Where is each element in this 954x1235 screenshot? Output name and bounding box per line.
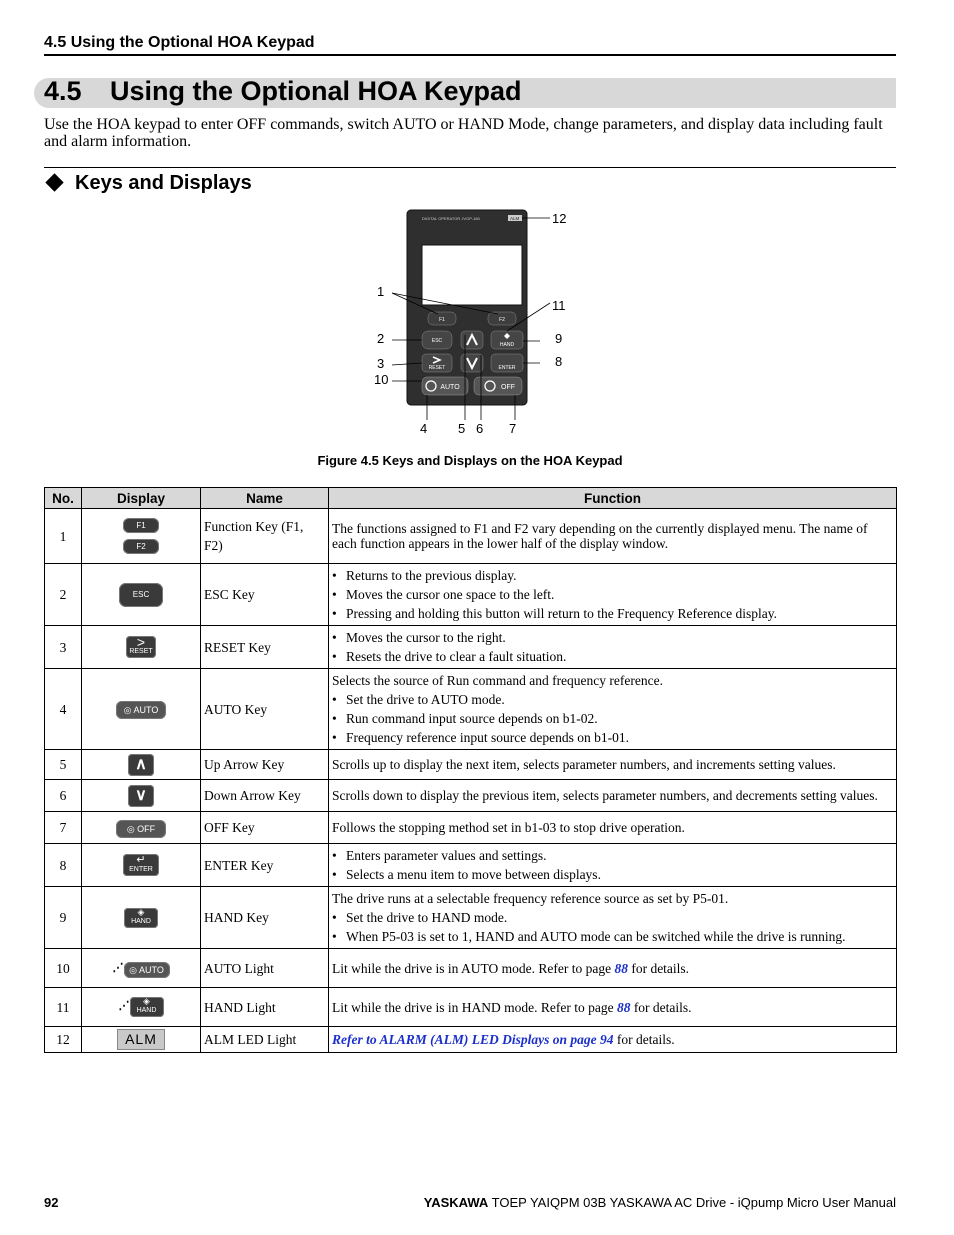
table-row	[45, 887, 897, 949]
hand-diamond-icon: ◈	[137, 906, 145, 917]
bullet: • Frequency reference input source depends on b1-01.	[332, 728, 893, 747]
bullet: • Run command input source depends on b1-02.	[332, 709, 893, 728]
row-function: Scrolls up to display the next item, selects parameter numbers, and increments setting values.	[329, 750, 897, 780]
alm-led-text: ALM	[510, 216, 520, 221]
row-function	[329, 887, 897, 949]
divider	[44, 167, 896, 168]
bullet: • When P5-03 is set to 1, HAND and AUTO mode can be switched while the drive is running.	[332, 927, 893, 946]
row-name: ESC Key	[201, 564, 329, 626]
row-name: OFF Key	[201, 812, 329, 844]
bullet: • Set the drive to AUTO mode.	[332, 690, 893, 709]
row-display	[82, 887, 201, 949]
table-row	[45, 780, 897, 812]
section-title-text: Using the Optional HOA Keypad	[110, 76, 522, 106]
section-title	[44, 76, 522, 107]
alarm-link[interactable]: Refer to ALARM (ALM) LED Displays on page 94	[332, 1032, 614, 1047]
footer-brand: YASKAWA	[423, 1195, 489, 1210]
bullet: • Enters parameter values and settings.	[332, 846, 893, 865]
callout-9: 9	[555, 331, 563, 346]
col-function: Function	[329, 488, 897, 509]
row-no: 1	[45, 509, 82, 564]
row-no: 2	[45, 564, 82, 626]
row-name: Up Arrow Key	[201, 750, 329, 780]
alm-led-icon: ALM	[117, 1029, 165, 1050]
row-no: 8	[45, 844, 82, 887]
row-name: RESET Key	[201, 626, 329, 669]
table-row	[45, 812, 897, 844]
reset-key-label: RESET	[129, 648, 153, 655]
row-display	[82, 844, 201, 887]
bullet: • Moves the cursor one space to the left.	[332, 585, 893, 604]
lcd-display	[422, 245, 522, 305]
figure-caption: Figure 4.5 Keys and Displays on the HOA Keypad	[317, 453, 623, 468]
row-no: 4	[45, 669, 82, 750]
row-display	[82, 564, 201, 626]
page-link[interactable]: 88	[616, 999, 631, 1015]
row-function-text: for details.	[627, 960, 690, 976]
up-arrow-icon: ∧	[128, 754, 154, 776]
hand-key-label: HAND	[499, 342, 515, 348]
f1-key-label: F1	[439, 317, 445, 323]
row-display	[82, 750, 201, 780]
row-display	[82, 626, 201, 669]
row-display	[82, 812, 201, 844]
auto-key-label: AUTO	[133, 705, 159, 715]
table-row	[45, 988, 897, 1027]
keys-table	[44, 487, 897, 1053]
reset-key-icon	[126, 636, 156, 658]
off-key-icon	[116, 820, 166, 838]
footer-doc-title	[424, 1195, 896, 1210]
callout-11: 11	[552, 298, 566, 313]
row-function: Follows the stopping method set in b1-03 to stop drive operation.	[329, 812, 897, 844]
table-row	[45, 949, 897, 988]
row-name: HAND Key	[201, 887, 329, 949]
hand-key-label: HAND	[131, 917, 151, 925]
off-key-label: OFF	[501, 384, 515, 391]
light-rays-icon: ⋰	[118, 999, 130, 1012]
bullet: • Selects a menu item to move between displays.	[332, 865, 893, 884]
f1-key-icon: F1	[123, 518, 159, 533]
esc-key-icon: ESC	[119, 583, 163, 607]
enter-arrow-icon: ↵	[136, 854, 146, 866]
row-function	[329, 844, 897, 887]
hand-diamond-icon: ◈	[143, 996, 150, 1007]
table-row	[45, 626, 897, 669]
col-display: Display	[82, 488, 201, 509]
row-no: 9	[45, 887, 82, 949]
page-link[interactable]: 88	[614, 960, 628, 976]
footer-doc-text: TOEP YAIQPM 03B YASKAWA AC Drive - iQpump Micro User Manual	[491, 1195, 896, 1210]
bullet: • Pressing and holding this button will return to the Frequency Reference display.	[332, 604, 893, 623]
callout-1: 1	[377, 284, 385, 299]
table-row	[45, 750, 897, 780]
row-display	[82, 669, 201, 750]
callout-3: 3	[377, 356, 385, 371]
off-key-label: OFF	[137, 823, 156, 834]
row-display	[82, 509, 201, 564]
callout-5: 5	[458, 421, 466, 436]
right-arrow-icon: >	[136, 634, 146, 650]
row-function	[329, 669, 897, 750]
f2-key-icon: F2	[123, 539, 159, 554]
col-name: Name	[201, 488, 329, 509]
table-row	[45, 564, 897, 626]
row-function-text: Lit while the drive is in HAND mode. Refer to page	[332, 999, 617, 1015]
f2-key-label: F2	[499, 317, 505, 323]
bullet: • Returns to the previous display.	[332, 566, 893, 585]
subsection-title	[44, 172, 252, 195]
row-function	[329, 626, 897, 669]
row-function: Scrolls down to display the previous item, selects parameter numbers, and decrements setting values.	[329, 780, 897, 812]
row-name: ALM LED Light	[201, 1027, 329, 1053]
row-no: 10	[45, 949, 82, 988]
auto-light-icon	[124, 962, 170, 978]
row-name: Down Arrow Key	[201, 780, 329, 812]
auto-icon: ◎	[129, 964, 139, 975]
row-display	[82, 1027, 201, 1053]
bullet: • Resets the drive to clear a fault situation.	[332, 647, 893, 666]
hand-light-icon	[130, 997, 164, 1017]
esc-key-label: ESC	[431, 338, 443, 344]
row-function	[329, 1027, 897, 1053]
table-row	[45, 509, 897, 564]
hoa-keypad-figure	[360, 205, 590, 445]
enter-key-label: ENTER	[129, 866, 153, 873]
table-row	[45, 669, 897, 750]
operator-label: DIGITAL OPERATOR JVOP-180	[422, 216, 480, 221]
diamond-icon	[45, 174, 63, 192]
off-icon: ◎	[126, 823, 138, 834]
callout-8: 8	[555, 354, 563, 369]
row-no: 12	[45, 1027, 82, 1053]
row-no: 6	[45, 780, 82, 812]
enter-key-label: ENTER	[498, 365, 516, 371]
auto-key-label: AUTO	[440, 384, 460, 391]
callout-10: 10	[374, 372, 389, 387]
table-row	[45, 1027, 897, 1053]
hand-light-label: HAND	[136, 1007, 157, 1015]
col-no: No.	[45, 488, 82, 509]
running-header: 4.5 Using the Optional HOA Keypad	[44, 34, 896, 56]
subsection-title-text: Keys and Displays	[75, 172, 252, 194]
row-no: 11	[45, 988, 82, 1027]
row-function-text: for details.	[630, 999, 692, 1015]
table-row	[45, 844, 897, 887]
row-function-text: Selects the source of Run command and frequency reference.	[332, 673, 663, 688]
bullet: • Set the drive to HAND mode.	[332, 908, 893, 927]
section-number: 4.5	[44, 76, 82, 106]
row-function-text: The drive runs at a selectable frequency reference source as set by P5-01.	[332, 891, 729, 906]
auto-key-icon	[116, 701, 166, 719]
row-function	[329, 988, 897, 1027]
bullet: • Moves the cursor to the right.	[332, 628, 893, 647]
row-function-text: for details.	[613, 1032, 675, 1047]
callout-12: 12	[552, 211, 567, 226]
down-arrow-icon: ∨	[128, 785, 154, 807]
row-name: AUTO Light	[201, 949, 329, 988]
auto-icon: ◎	[123, 705, 134, 715]
row-name: Function Key (F1, F2)	[201, 509, 329, 564]
row-display	[82, 988, 201, 1027]
reset-key-label: RESET	[428, 365, 446, 371]
callout-4: 4	[420, 421, 428, 436]
row-no: 5	[45, 750, 82, 780]
hand-key-icon	[124, 908, 158, 928]
row-name: AUTO Key	[201, 669, 329, 750]
callout-6: 6	[476, 421, 484, 436]
page-number: 92	[44, 1195, 59, 1210]
row-function	[329, 564, 897, 626]
row-name: ENTER Key	[201, 844, 329, 887]
row-name: HAND Light	[201, 988, 329, 1027]
enter-key-icon	[123, 854, 159, 876]
row-display	[82, 949, 201, 988]
intro-paragraph: Use the HOA keypad to enter OFF commands, switch AUTO or HAND Mode, change parameters, and display data including fault and alarm information.	[44, 116, 883, 150]
row-no: 7	[45, 812, 82, 844]
auto-light-label: AUTO	[139, 964, 164, 975]
callout-7: 7	[509, 421, 517, 436]
row-function	[329, 949, 897, 988]
table-header-row	[45, 488, 897, 509]
row-no: 3	[45, 626, 82, 669]
callout-2: 2	[377, 331, 385, 346]
row-function: The functions assigned to F1 and F2 vary depending on the currently displayed menu. The name of each function appears in the lower half of the display window.	[329, 509, 897, 564]
row-display	[82, 780, 201, 812]
light-rays-icon: ⋰	[112, 961, 124, 974]
row-function-text: Lit while the drive is in AUTO mode. Refer to page	[332, 960, 615, 976]
